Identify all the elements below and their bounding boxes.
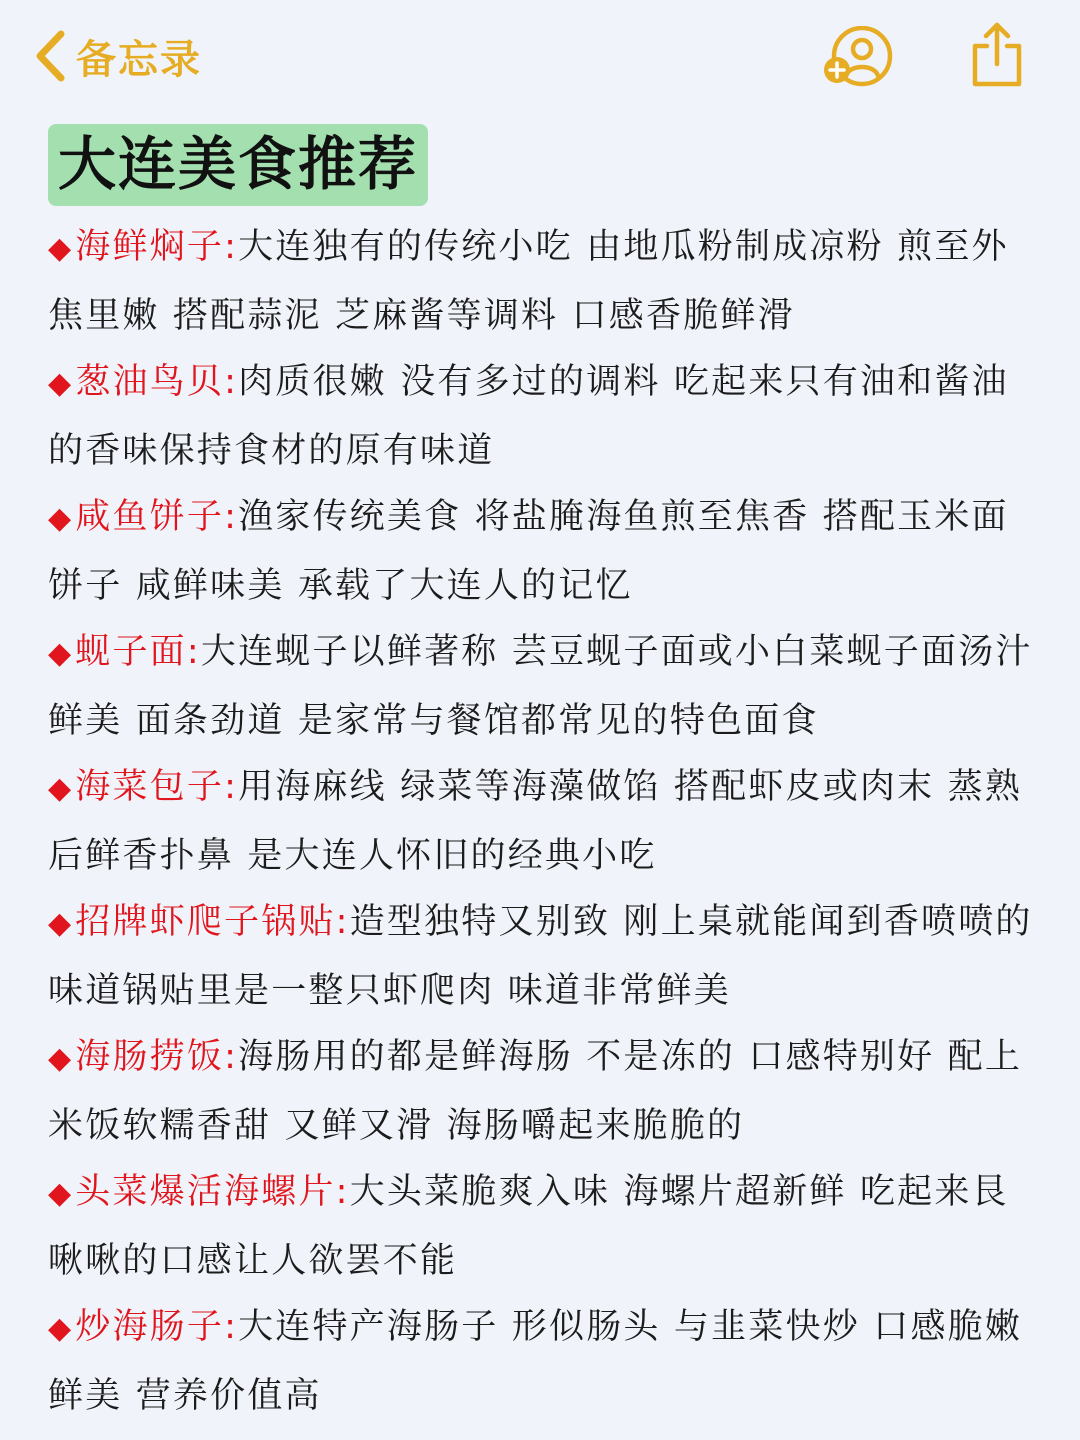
back-button[interactable]: [30, 24, 202, 88]
dish-description: 渔家传统美食 将盐腌海鱼煎至焦香 搭配玉米面饼子 咸鲜味美 承载了大连人的记忆: [48, 497, 1009, 606]
dish-description: 造型独特又别致 刚上桌就能闻到香喷喷的味道锅贴里是一整只虾爬肉 味道非常鲜美: [48, 902, 1033, 1011]
diamond-bullet-icon: ◆: [48, 366, 74, 401]
note-body[interactable]: [48, 124, 1038, 1429]
dish-description: 大连特产海肠子 形似肠头 与韭菜快炒 口感脆嫩鲜美 营养价值高: [48, 1307, 1023, 1416]
dish-description: 用海麻线 绿菜等海藻做馅 搭配虾皮或肉末 蒸熟后鲜香扑鼻 是大连人怀旧的经典小吃: [48, 767, 1023, 876]
food-item: [48, 214, 1038, 349]
dish-name: 炒海肠子:: [75, 1307, 239, 1347]
food-item: [48, 619, 1038, 754]
dish-description: 肉质很嫩 没有多过的调料 吃起来只有油和酱油的香味保持食材的原有味道: [48, 362, 1009, 471]
back-label: 备忘录: [76, 36, 202, 83]
dish-name: 招牌虾爬子锅贴:: [75, 902, 350, 942]
dish-name: 海菜包子:: [75, 767, 239, 807]
add-person-button[interactable]: [822, 26, 898, 88]
diamond-bullet-icon: ◆: [48, 231, 74, 266]
title-highlight: [48, 124, 428, 206]
share-icon: [968, 20, 1026, 88]
dish-name: 葱油鸟贝:: [75, 362, 239, 402]
diamond-bullet-icon: ◆: [48, 1041, 74, 1076]
note-title: 大连美食推荐: [58, 130, 419, 198]
dish-name: 咸鱼饼子:: [75, 497, 239, 537]
dish-description: 大连独有的传统小吃 由地瓜粉制成凉粉 煎至外焦里嫩 搭配蒜泥 芝麻酱等调料 口感香脆鲜滑: [48, 227, 1009, 336]
food-item: [48, 889, 1038, 1024]
dish-name: 蚬子面:: [75, 632, 201, 672]
add-person-icon: [822, 26, 898, 88]
food-item: [48, 1294, 1038, 1429]
diamond-bullet-icon: ◆: [48, 771, 74, 806]
dish-description: 大连蚬子以鲜著称 芸豆蚬子面或小白菜蚬子面汤汁鲜美 面条劲道 是家常与餐馆都常见的特色面食: [48, 632, 1033, 741]
chevron-left-icon: [30, 28, 70, 84]
dish-name: 头菜爆活海螺片:: [75, 1172, 350, 1212]
food-item: [48, 1024, 1038, 1159]
navigation-bar: [0, 0, 1080, 115]
food-item: [48, 349, 1038, 484]
food-item: [48, 484, 1038, 619]
diamond-bullet-icon: ◆: [48, 501, 74, 536]
dish-description: 大头菜脆爽入味 海螺片超新鲜 吃起来艮啾啾的口感让人欲罢不能: [48, 1172, 1009, 1281]
diamond-bullet-icon: ◆: [48, 906, 74, 941]
diamond-bullet-icon: ◆: [48, 1311, 74, 1346]
food-list: [48, 214, 1038, 1429]
diamond-bullet-icon: ◆: [48, 1176, 74, 1211]
food-item: [48, 754, 1038, 889]
export-button[interactable]: [968, 20, 1026, 88]
food-item: [48, 1159, 1038, 1294]
diamond-bullet-icon: ◆: [48, 636, 74, 671]
dish-name: 海肠捞饭:: [75, 1037, 239, 1077]
dish-description: 海肠用的都是鲜海肠 不是冻的 口感特别好 配上米饭软糯香甜 又鲜又滑 海肠嚼起来脆脆的: [48, 1037, 1023, 1146]
dish-name: 海鲜焖子:: [75, 227, 239, 267]
